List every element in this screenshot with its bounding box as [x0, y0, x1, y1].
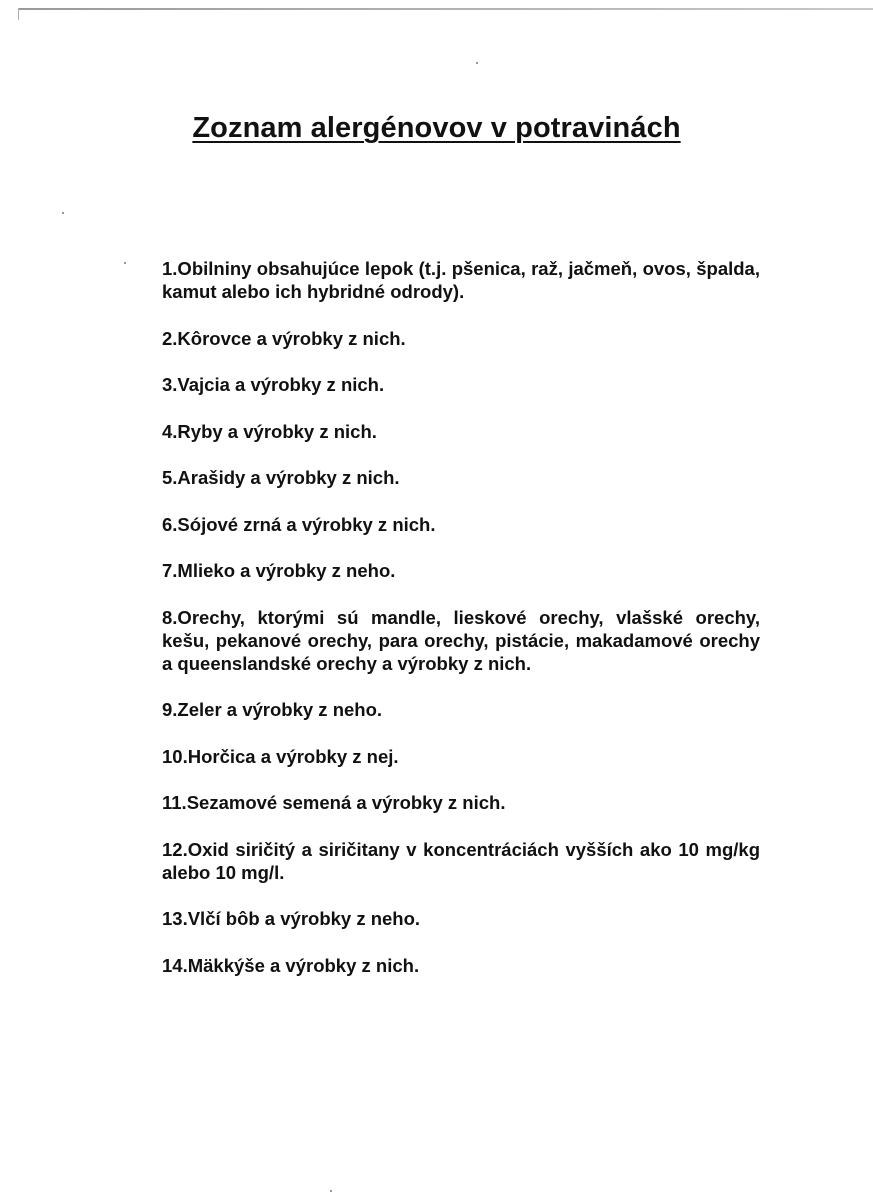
allergen-item-12: 12.Oxid siričitý a siričitany v koncentráciách vyšších ako 10 mg/kg alebo 10 mg/l. — [162, 838, 760, 883]
allergen-item-10: 10.Horčica a výrobky z nej. — [162, 745, 399, 767]
scan-speck — [330, 1190, 332, 1192]
scan-speck — [476, 62, 478, 64]
allergen-item-2: 2.Kôrovce a výrobky z nich. — [162, 327, 406, 349]
document-title: Zoznam alergénovov v potravinách — [192, 112, 681, 144]
allergen-item-11: 11.Sezamové semená a výrobky z nich. — [162, 792, 506, 813]
allergen-item-1: 1.Obilniny obsahujúce lepok (t.j. pšenica, raž, jačmeň, ovos, špalda, kamut alebo ich hybridné odrody). — [162, 258, 760, 302]
allergen-item-6: 6.Sójové zrná a výrobky z nich. — [162, 513, 436, 535]
scan-edge-top — [18, 8, 873, 10]
allergen-item-5: 5.Arašidy a výrobky z nich. — [162, 467, 400, 488]
allergen-item-14: 14.Mäkkýše a výrobky z nich. — [162, 954, 420, 976]
allergen-item-3: 3.Vajcia a výrobky z nich. — [162, 374, 385, 395]
allergen-item-7: 7.Mlieko a výrobky z neho. — [162, 560, 396, 581]
allergen-item-8: 8.Orechy, ktorými sú mandle, lieskové orechy, vlašské orechy, kešu, pekanové orechy, para orechy, pistácie, makadamové orechy a queenslandské orechy a výrobky z nich. — [162, 606, 760, 674]
scan-speck — [62, 212, 64, 214]
allergen-list — [162, 257, 760, 1000]
scan-speck — [124, 262, 126, 264]
allergen-item-9: 9.Zeler a výrobky z neho. — [162, 699, 383, 720]
allergen-item-4: 4.Ryby a výrobky z nich. — [162, 420, 377, 442]
allergen-item-13: 13.Vlčí bôb a výrobky z neho. — [162, 908, 421, 929]
scan-edge-left — [18, 8, 19, 20]
